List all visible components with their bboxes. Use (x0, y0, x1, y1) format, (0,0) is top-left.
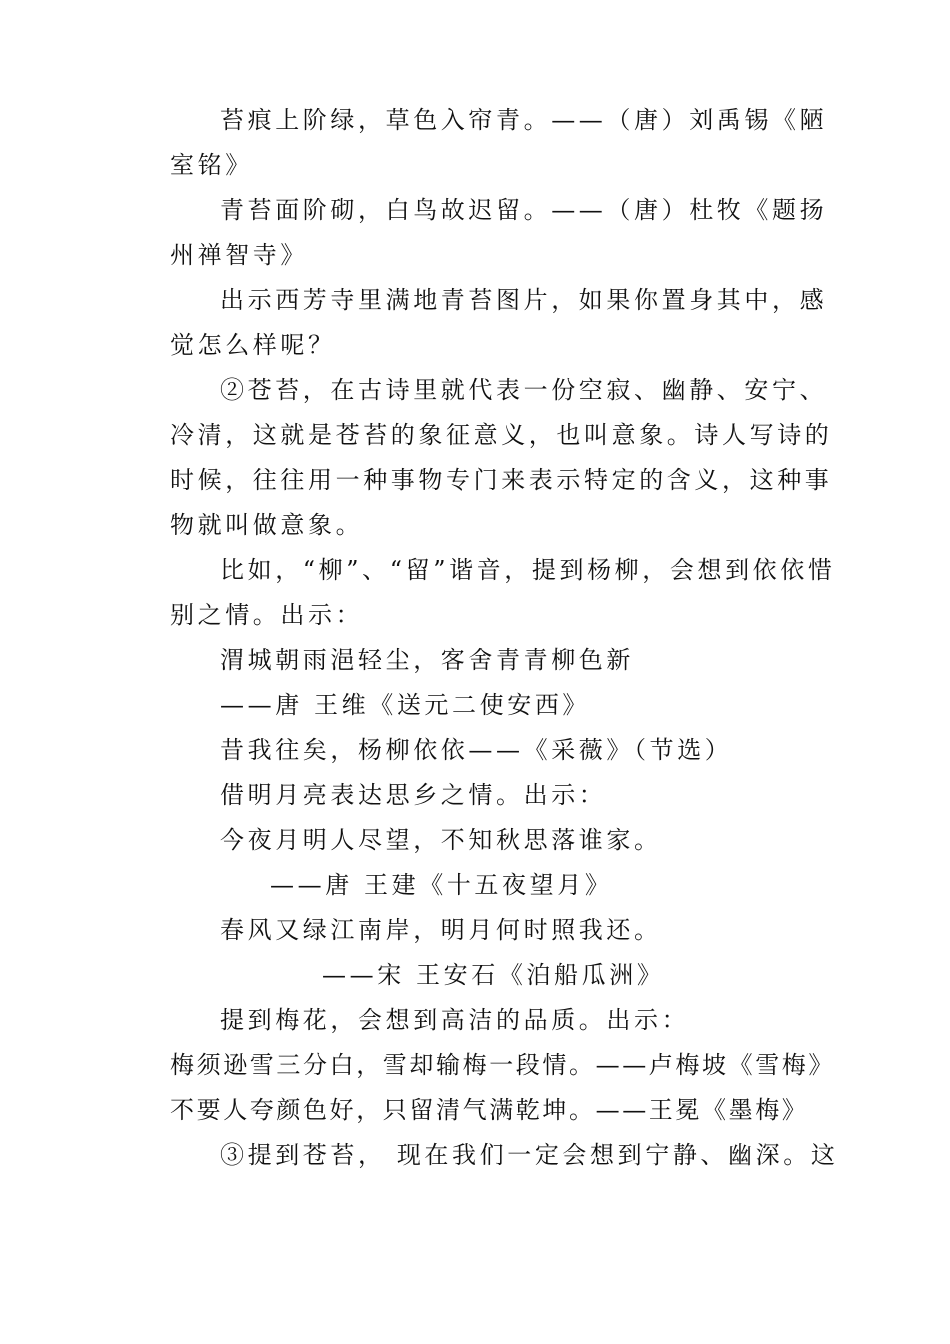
poem-attribution: ——唐 王建《十五夜望月》 (270, 871, 613, 899)
text-line: 别之情。出示： (170, 601, 364, 629)
poem-line: 昔我往矣，杨柳依依——《采薇》（节选） (220, 736, 733, 764)
text-line: 比如，“柳”、“留”谐音，提到杨柳，会想到依依惜 (220, 556, 836, 584)
text-line: 提到梅花，会想到高洁的品质。出示： (220, 1006, 690, 1034)
text-line: 出示西芳寺里满地青苔图片，如果你置身其中，感 (220, 286, 828, 314)
poem-line: 渭城朝雨浥轻尘，客舍青青柳色新 (220, 646, 634, 674)
text-line: 青苔面阶砌，白鸟故迟留。——（唐）杜牧《题扬 (220, 196, 828, 224)
poem-line: 春风又绿江南岸，明月何时照我还。 (220, 916, 662, 944)
text-line: 觉怎么样呢？ (170, 331, 336, 359)
poem-line: 梅须逊雪三分白，雪却输梅一段情。——卢梅坡《雪梅》 (170, 1051, 835, 1079)
text-line: 物就叫做意象。 (170, 511, 364, 539)
text-line: 借明月亮表达思乡之情。出示： (220, 781, 607, 809)
poem-line: 今夜月明人尽望，不知秋思落谁家。 (220, 826, 662, 854)
text-line: 州禅智寺》 (170, 241, 308, 269)
text-line: 时候，往往用一种事物专门来表示特定的含义，这种事 (170, 466, 833, 494)
text-line: ③提到苍苔， 现在我们一定会想到宁静、幽深。这 (220, 1141, 839, 1169)
text-line: 苔痕上阶绿，草色入帘青。——（唐）刘禹锡《陋 (220, 106, 828, 134)
poem-attribution: ——宋 王安石《泊船瓜洲》 (322, 961, 665, 989)
text-line: ②苍苔，在古诗里就代表一份空寂、幽静、安宁、 (220, 376, 828, 404)
text-line: 冷清，这就是苍苔的象征意义，也叫意象。诗人写诗的 (170, 421, 833, 449)
text-line: 室铭》 (170, 151, 253, 179)
poem-line: 不要人夸颜色好，只留清气满乾坤。——王冕《墨梅》 (170, 1096, 809, 1124)
poem-attribution: ——唐 王维《送元二使安西》 (220, 691, 591, 719)
